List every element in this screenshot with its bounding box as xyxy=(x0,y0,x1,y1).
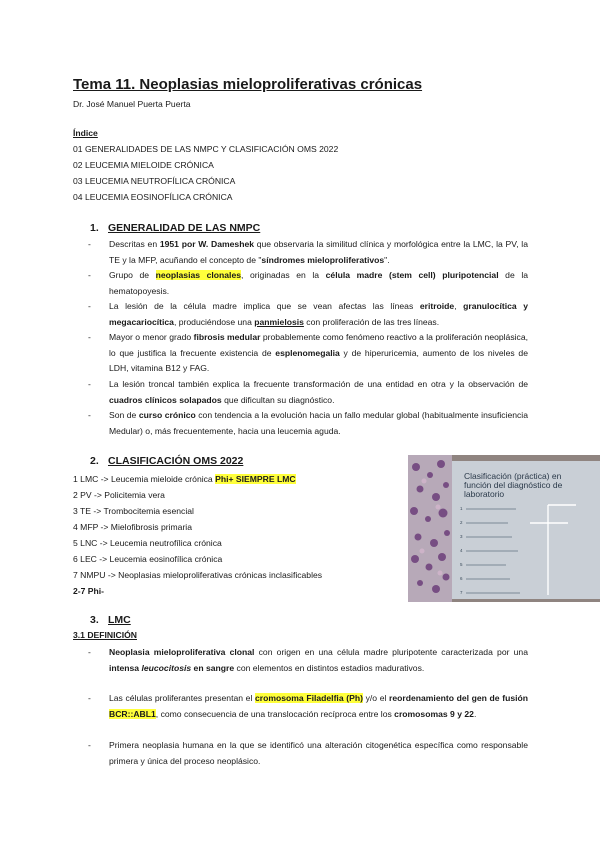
index-item: 04 LEUCEMIA EOSINOFÍLICA CRÓNICA xyxy=(73,192,233,202)
classification-item: 5 LNC -> Leucemia neutrofílica crónica xyxy=(73,538,222,548)
section-1-heading xyxy=(90,222,260,234)
highlight: neoplasias clonales xyxy=(155,270,242,280)
section-number: 2. xyxy=(90,455,99,467)
section-3-heading xyxy=(90,614,131,626)
highlight: Phi+ SIEMPRE LMC xyxy=(215,474,296,484)
section-number: 3. xyxy=(90,614,99,626)
section-title: GENERALIDAD DE LAS NMPC xyxy=(108,222,261,234)
slide-title-line-3: laboratorio xyxy=(464,489,505,499)
section-number: 1. xyxy=(90,222,99,234)
slide-row-number: 5 xyxy=(460,562,463,567)
section-title: CLASIFICACIÓN OMS 2022 xyxy=(108,455,244,467)
bullet: - Las células proliferantes presentan el cromosoma Filadelfia (Ph) y/o el reordenamiento del gen de fusión BCR::ABL1, como consecuencia de una translocación recíproca entre los cromosomas 9 y 22. xyxy=(88,693,529,719)
index-heading: Índice xyxy=(73,128,98,138)
highlight: BCR::ABL1 xyxy=(109,708,156,719)
classification-item: 3 TE -> Trombocitemia esencial xyxy=(73,506,194,516)
bullet: - Grupo de neoplasias clonales, originadas en la célula madre (stem cell) pluripotencial de la hematopoyesis. xyxy=(88,270,529,296)
slide-title-line-2: función del diagnóstico de xyxy=(464,480,563,490)
section-title: LMC xyxy=(108,614,131,626)
slide-row-number: 1 xyxy=(460,506,463,511)
section-2-heading xyxy=(90,455,243,467)
slide-row-number: 7 xyxy=(460,590,463,595)
bullet: - Descritas en 1951 por W. Dameshek que observaria la similitud clínica y morfológica entre la LMC, la PV, la TE y la MFP, acuñando el concepto de "síndromes mieloproliferativos". xyxy=(88,239,528,265)
bullet: - Neoplasia mieloproliferativa clonal con origen en una célula madre pluripotente caracterizada por una intensa leucocitosis en sangre con elementos en distintos estadios madurativos. xyxy=(88,647,528,673)
bullet: - Mayor o menor grado fibrosis medular probablemente como fenómeno reactivo a la proliferación neoplásica, lo que justifica la frecuente existencia de esplenomegalia y de hiperuricemia, aumento de los niveles de LDH, vitamina B12 y FAG. xyxy=(88,332,529,374)
slide-row-number: 4 xyxy=(460,548,463,553)
classification-item: 6 LEC -> Leucemia eosinofílica crónica xyxy=(73,554,223,564)
bullet: - La lesión de la célula madre implica que se vean afectas las líneas eritroide, granulocítica y megacariocítica, produciéndose una panmielosis con proliferación de las tres líneas. xyxy=(88,301,528,327)
slide-photo-image xyxy=(408,455,600,602)
index-item: 01 GENERALIDADES DE LAS NMPC Y CLASIFICACIÓN OMS 2022 xyxy=(73,144,339,154)
bullet: - Primera neoplasia humana en la que se identificó una alteración citogenética específica como responsable primera y única del proceso neoplásico. xyxy=(88,740,528,766)
index-item: 02 LEUCEMIA MIELOIDE CRÓNICA xyxy=(73,160,214,170)
classification-note: 2-7 Phi- xyxy=(73,586,105,596)
slide-row-number: 3 xyxy=(460,534,463,539)
subsection-heading: 3.1 DEFINICIÓN xyxy=(73,630,137,640)
classification-item: 7 NMPU -> Neoplasias mieloproliferativas crónicas inclasificables xyxy=(73,570,323,580)
bullet: - La lesión troncal también explica la frecuente transformación de una entidad en otra y la observación de cuadros clínicos solapados que dificultan su diagnóstico. xyxy=(88,379,528,405)
classification-item: 1 LMC -> Leucemia mieloide crónica Phi+ SIEMPRE LMC xyxy=(73,474,296,484)
author: Dr. José Manuel Puerta Puerta xyxy=(73,99,191,109)
classification-item: 4 MFP -> Mielofibrosis primaria xyxy=(73,522,192,532)
slide-title-line-1: Clasificación (práctica) en xyxy=(464,471,562,481)
page-title: Tema 11. Neoplasias mieloproliferativas crónicas xyxy=(73,76,423,93)
slide-row-number: 2 xyxy=(460,520,463,525)
bullet: - Son de curso crónico con tendencia a la evolución hacia un fallo medular global (habitualmente insuficiencia Medular) o, más frecuentemente, hacia una leucemia aguda. xyxy=(88,410,528,436)
slide-photo xyxy=(408,455,600,602)
highlight: cromosoma Filadelfia (Ph) xyxy=(255,693,363,703)
slide-row-number: 6 xyxy=(460,576,463,581)
classification-item: 2 PV -> Policitemia vera xyxy=(73,490,165,500)
index-item: 03 LEUCEMIA NEUTROFÍLICA CRÓNICA xyxy=(73,176,236,186)
